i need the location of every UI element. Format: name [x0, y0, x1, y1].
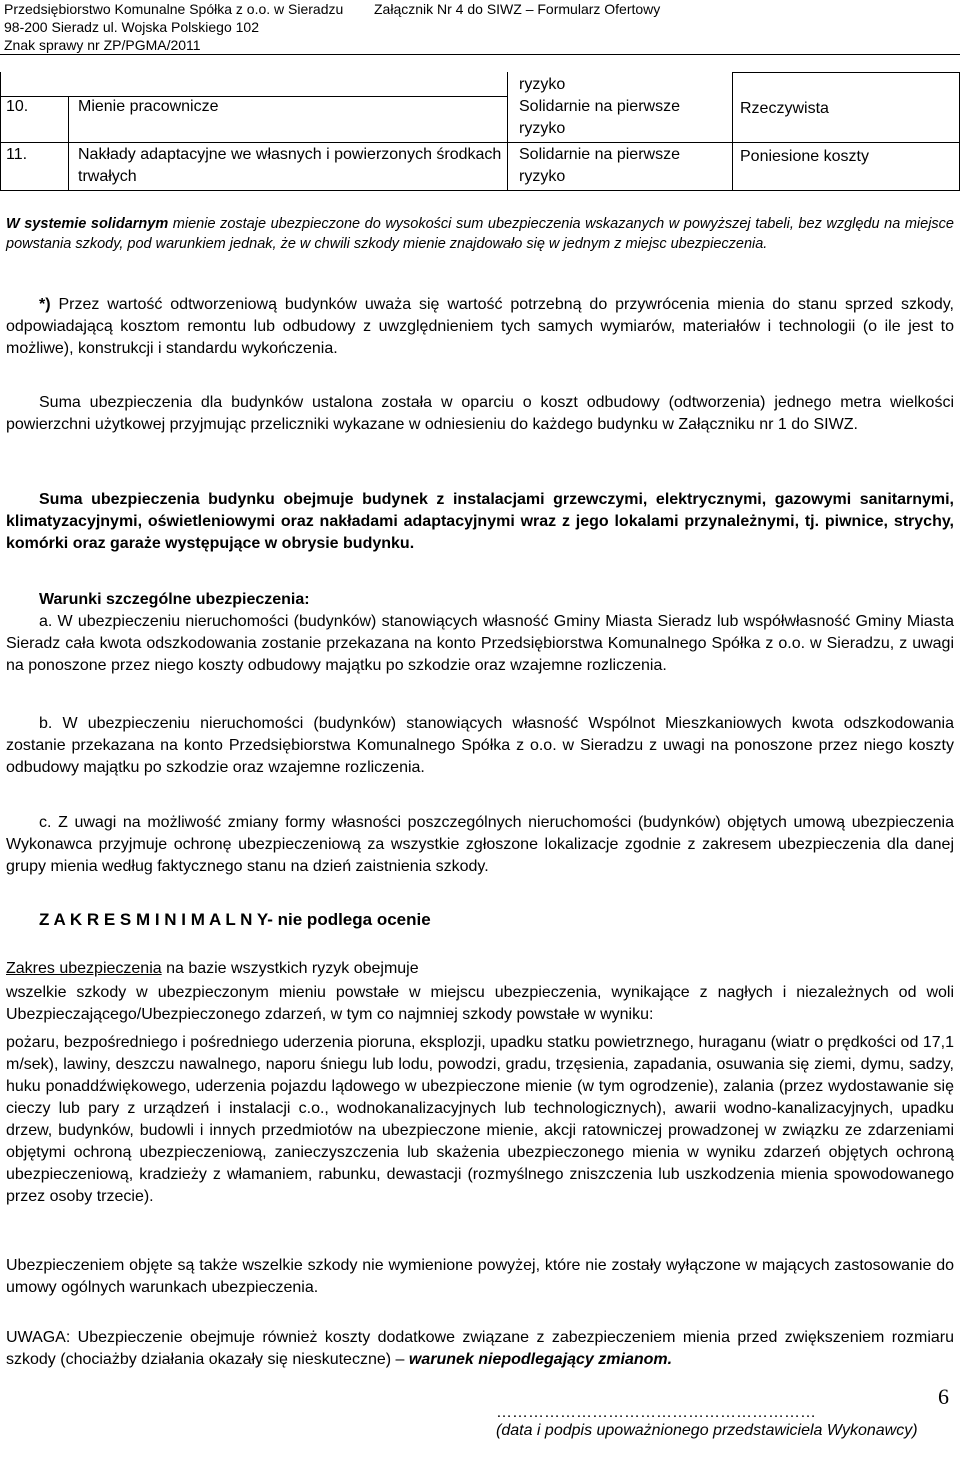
header-case-number: Znak sprawy nr ZP/PGMA/2011	[4, 37, 201, 53]
table-border-top	[0, 96, 507, 97]
table-vline	[732, 72, 733, 190]
header-left	[4, 0, 343, 54]
header-company: Przedsiębiorstwo Komunalne Spółka z o.o. w Sieradzu	[4, 1, 344, 17]
table-border-mid	[0, 142, 960, 143]
sum-insured-scope-paragraph: Suma ubezpieczenia budynku obejmuje budynek z instalacjami grzewczymi, elektrycznymi, gazowymi sanitarnymi, klimatyzacyjnymi, oświetleniowymi oraz nakładami adaptacyjnymi wraz z jego lokalami przynależnymi, tj. piwnice, strychy, komórki oraz garaże występujące w obrysie budynku.	[6, 491, 954, 552]
row-system-line1: Solidarnie na pierwsze	[519, 146, 680, 163]
condition-a: a. W ubezpieczeniu nieruchomości (budynków) stanowiących własność Gminy Miasta Sieradz lub współwłasność Gminy Miasta Sieradz cała kwota odszkodowania zostanie przekazana na konto Przedsiębiorstwa Komunalnego Spółka z o.o. w Sieradzu, z uwagi na ponoszone przez niego koszty odbudowy majątku po szkodzie oraz wzajemne rozliczenia.	[6, 613, 954, 674]
header-right: Załącznik Nr 4 do SIWZ – Formularz Ofertowy	[374, 1, 661, 17]
signature-line: ……………………………………………………	[496, 1404, 816, 1421]
row-number: 10.	[6, 98, 29, 115]
page-header	[0, 0, 960, 55]
condition-b: b. W ubezpieczeniu nieruchomości (budynków) stanowiących własność Wspólnot Mieszkaniowych kwota odszkodowania zostanie przekazana na konto Przedsiębiorstwa Komunalnego Spółka z o.o. w Sieradzu z uwagi na ponoszone przez niego koszty odbudowy majątku po szkodzie oraz wzajemne rozliczenia.	[6, 715, 954, 776]
table-border-bottom	[0, 190, 960, 191]
header-address: 98-200 Sieradz ul. Wojska Polskiego 102	[4, 19, 260, 35]
row-value: Rzeczywista	[740, 100, 829, 117]
risk-table	[0, 72, 960, 192]
minimum-scope-heading: Z A K R E S M I N I M A L N Y- nie podlega ocenie	[39, 910, 431, 929]
condition-c: c. Z uwagi na możliwość zmiany formy własności poszczególnych nieruchomości (budynków) objętych umową ubezpieczenia Wykonawca przyjmuje ochronę ubezpieczeniową za wszystkie zgłoszone lokalizacje zgodnie z zakresem ubezpieczenia dla danej grupy mienia według faktycznego stanu na dzień zaistnienia szkody.	[6, 814, 954, 875]
table-fragment: ryzyko	[519, 76, 566, 93]
row-system-line2: ryzyko	[519, 120, 566, 137]
table-vline	[0, 72, 1, 190]
warning-note: UWAGA: Ubezpieczenie obejmuje również koszty dodatkowe związane z zabezpieczeniem mienia przed zwiększeniem rozmiaru szkody (chociażby działania okazały się nieskuteczne) – warunek niepodlegający zmianom.	[6, 1329, 954, 1368]
scope-other-damages: Ubezpieczeniem objęte są także wszelkie szkody nie wymienione powyżej, które nie zostały wyłączone w mających zastosowanie do umowy ogólnych warunkach ubezpieczenia.	[6, 1257, 954, 1296]
scope-intro: Zakres ubezpieczenia na bazie wszystkich ryzyk obejmuje	[6, 960, 419, 977]
table-vline	[68, 96, 69, 190]
sum-insured-paragraph: Suma ubezpieczenia dla budynków ustalona została w oparciu o koszt odbudowy (odtworzenia) jednego metra wielkości powierzchni użytkowej przyjmując przeliczniki wykazane w odniesieniu do każdego budynku w Załączniku nr 1 do SIWZ.	[6, 394, 954, 433]
row-name-line1: Nakłady adaptacyjne we własnych i powierzonych środkach	[78, 146, 502, 163]
row-name-line2: trwałych	[78, 168, 137, 185]
signature-caption: (data i podpis upoważnionego przedstawiciela Wykonawcy)	[496, 1422, 918, 1439]
solidarity-note: W systemie solidarnym mienie zostaje ubezpieczone do wysokości sum ubezpieczenia wskazanych w powyższej tabeli, bez względu na miejsce powstania szkody, pod warunkiem jednak, że w chwili szkody mienie znajdowało się w jednym z miejsc ubezpieczenia.	[6, 216, 954, 252]
row-value: Poniesione koszty	[740, 148, 869, 165]
scope-perils-list: pożaru, bezpośredniego i pośredniego uderzenia pioruna, eksplozji, upadku statku powietrznego, huraganu (wiatr o prędkości od 17,1 m/sek), lawiny, deszczu nawalnego, naporu śniegu lub lodu, powodzi, gradu, trzęsienia, zapadania, osuwania się ziemi, dymu, sadzy, huku ponaddźwiękowego, uderzenia pojazdu lądowego w ubezpieczone mienie (w tym ogrodzenie), zalania (przez wydostawanie się cieczy lub pary z urządzeń i instalacji c.o., wodnokanalizacyjnych lub technologicznych), awarii wodno-kanalizacyjnych, upadku drzew, budynków, budowli i innych przedmiotów na ubezpieczone mienie, akcji ratowniczej prowadzonej w związku ze zdarzeniami objętymi ochroną ubezpieczeniową, zanieczyszczenia lub skażenia ubezpieczonego mienia w wyniku zdarzeń objętych ochroną ubezpieczeniową, kradzieży z włamaniem, rabunku, dewastacji (rozmyślnego zniszczenia lub uszkodzenia mienia spowodowanego przez osoby trzecie).	[6, 1034, 954, 1205]
row-system-line1: Solidarnie na pierwsze	[519, 98, 680, 115]
page-number: 6	[938, 1384, 949, 1409]
row-name: Mienie pracownicze	[78, 98, 219, 115]
table-vline	[507, 72, 508, 190]
row-system-line2: ryzyko	[519, 168, 566, 185]
replacement-value-paragraph: *) Przez wartość odtworzeniową budynków uważa się wartość potrzebną do przywrócenia mienia do stanu sprzed szkody, odpowiadającą kosztom remontu lub odbudowy z uwzględnieniem tych samych wymiarów, materiałów i technologii (o ile jest to możliwe), konstrukcji i standardu wykończenia.	[6, 296, 954, 357]
row-number: 11.	[6, 146, 28, 163]
special-conditions-title: Warunki szczególne ubezpieczenia:	[39, 591, 310, 608]
scope-body: wszelkie szkody w ubezpieczonym mieniu powstałe w miejscu ubezpieczenia, wynikające z nagłych i niezależnych od woli Ubezpieczającego/Ubezpieczonego zdarzeń, w tym co najmniej szkody powstałe w wyniku:	[6, 984, 954, 1023]
table-border-top-right	[732, 72, 960, 73]
